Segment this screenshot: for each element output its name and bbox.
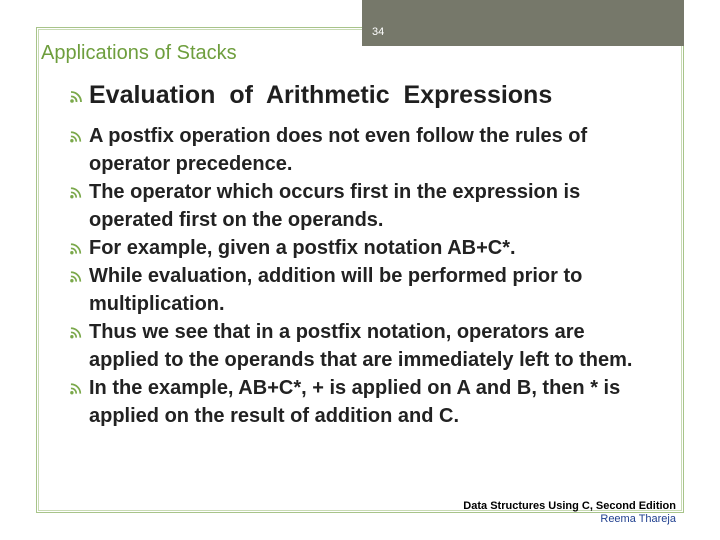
bullet-text: The operator which occurs first in the expression is operated first on the operands. <box>89 181 581 231</box>
bullet-list <box>70 122 660 430</box>
bullet-item <box>70 374 660 430</box>
bullet-item <box>70 234 660 262</box>
wifi-arc-bullet-icon <box>70 381 85 395</box>
page-tab <box>362 0 684 46</box>
footer-book-title: Data Structures Using C, Second Edition <box>463 500 676 512</box>
section-title: Applications of Stacks <box>41 42 237 64</box>
heading-row <box>70 81 552 110</box>
bullet-item <box>70 318 660 374</box>
footer <box>300 500 676 526</box>
wifi-arc-bullet-icon <box>70 269 85 283</box>
wifi-arc-bullet-icon <box>70 89 86 103</box>
bullet-text: Thus we see that in a postfix notation, operators are applied to the operands that are immediately left to them. <box>89 321 633 371</box>
bullet-text: A postfix operation does not even follow the rules of operator precedence. <box>89 125 588 175</box>
wifi-arc-bullet-icon <box>70 241 85 255</box>
bullet-item <box>70 178 660 234</box>
bullet-item <box>70 262 660 318</box>
wifi-arc-bullet-icon <box>70 185 85 199</box>
footer-author: Reema Thareja <box>600 513 676 525</box>
wifi-arc-bullet-icon <box>70 325 85 339</box>
bullet-text: While evaluation, addition will be performed prior to multiplication. <box>89 265 583 315</box>
bullet-item <box>70 122 660 178</box>
slide-heading: Evaluation of Arithmetic Expressions <box>89 81 553 109</box>
bullet-text: For example, given a postfix notation AB+C*. <box>89 237 516 259</box>
bullet-text: In the example, AB+C*, + is applied on A and B, then * is applied on the result of addition and C. <box>89 377 621 427</box>
page-number: 34 <box>372 26 385 38</box>
wifi-arc-bullet-icon <box>70 129 85 143</box>
